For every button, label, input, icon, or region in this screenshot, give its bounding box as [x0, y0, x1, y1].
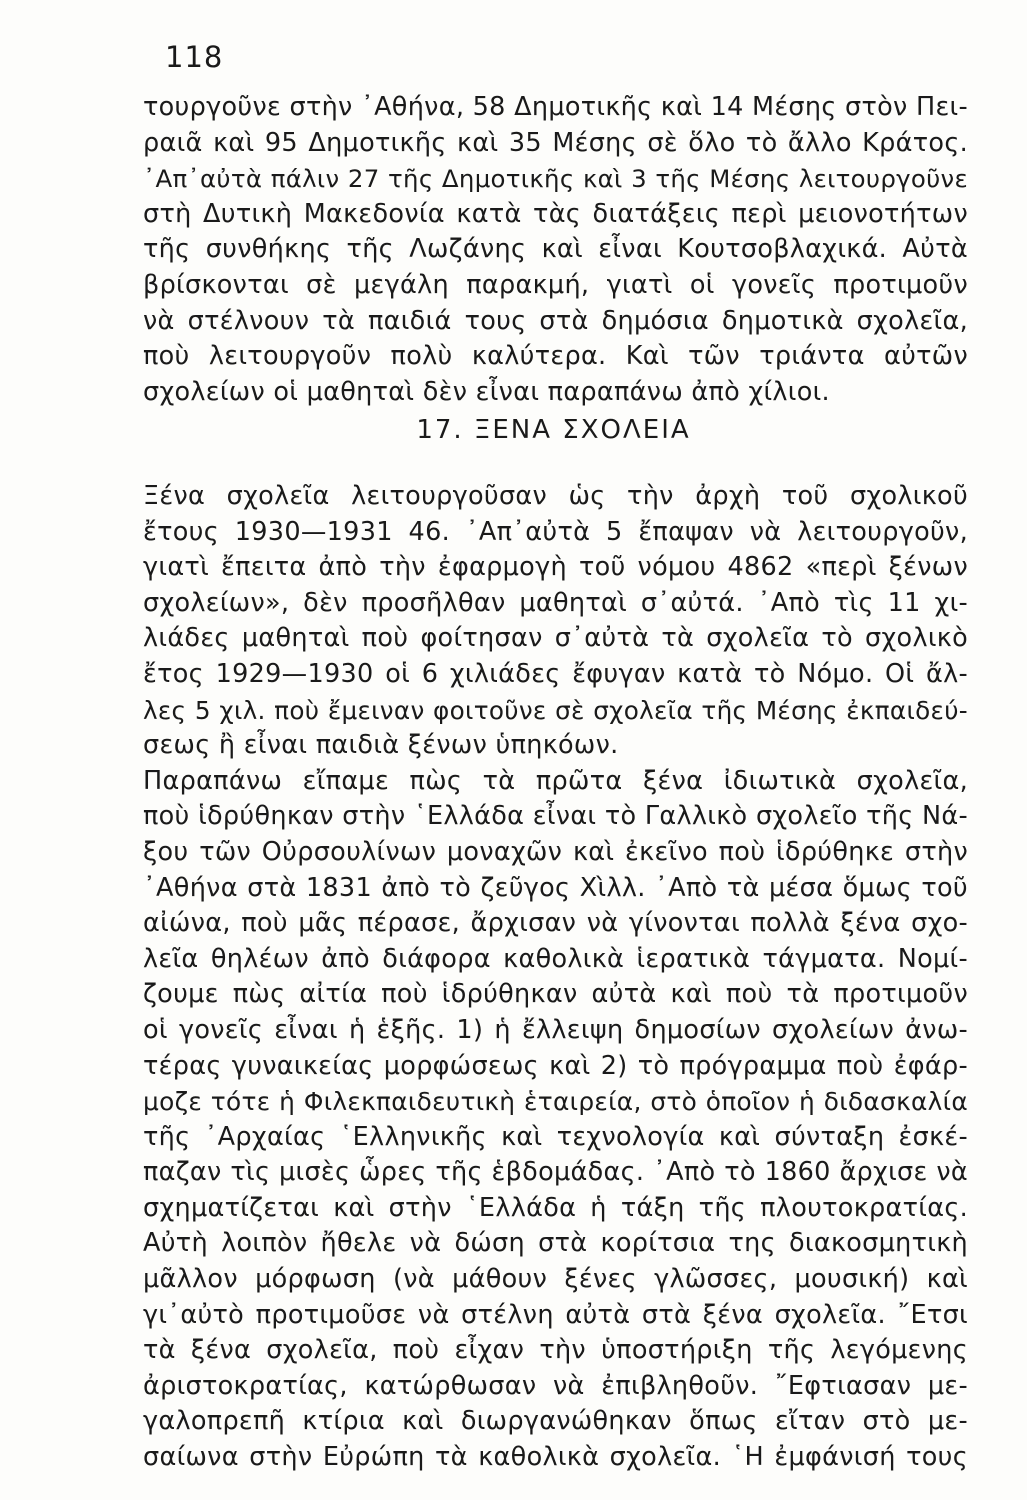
- text-line: ραιᾶ καὶ 95 Δημοτικῆς καὶ 35 Μέσης σὲ ὅλο τὸ ἄλλο Κράτος.: [143, 127, 968, 158]
- text-line: γιατὶ ἔπειτα ἀπὸ τὴν ἐφαρμογὴ τοῦ νόμου 4862 «περὶ ξένων: [143, 552, 968, 583]
- text-line: μοζε τότε ἡ Φιλεκπαιδευτικὴ ἑταιρεία, στὸ ὁποῖον ἡ διδασκαλία: [143, 1087, 968, 1117]
- text-line: ἀριστοκρατίας, κατώρθωσαν νὰ ἐπιβληθοῦν. ῎Εφτιασαν με-: [143, 1370, 968, 1401]
- text-line: οἱ γονεῖς εἶναι ἡ ἑξῆς. 1) ἡ ἔλλειψη δημοσίων σχολείων ἀνω-: [143, 1014, 968, 1045]
- text-line: γι᾿αὐτὸ προτιμοῦσε νὰ στέλνη αὐτὰ στὰ ξένα σχολεῖα. ῎Ετσι: [143, 1299, 968, 1330]
- text-line: λες 5 χιλ. ποὺ ἔμειναν φοιτοῦνε σὲ σχολεῖα τῆς Μέσης ἐκπαιδεύ-: [143, 695, 968, 725]
- text-line: τῆς συνθήκης τῆς Λωζάνης καὶ εἶναι Κουτσοβλαχικά. Αὐτὰ: [143, 234, 968, 265]
- text-line: ἔτους 1930—1931 46. ᾿Απ᾿αὐτὰ 5 ἔπαψαν νὰ λειτουργοῦν,: [143, 516, 968, 547]
- text-line: ᾿Αθήνα στὰ 1831 ἀπὸ τὸ ζεῦγος Χὶλλ. ᾿Απὸ τὰ μέσα ὅμως τοῦ: [143, 872, 968, 903]
- text-line: σεως ἢ εἶναι παιδιὰ ξένων ὑπηκόων.: [143, 730, 619, 761]
- paragraph-1: [143, 90, 968, 410]
- text-line: τὰ ξένα σχολεῖα, ποὺ εἶχαν τὴν ὑποστήριξη τῆς λεγόμενης: [143, 1335, 968, 1366]
- text-line: γαλοπρεπῆ κτίρια καὶ διωργανώθηκαν ὅπως εἴταν στὸ με-: [143, 1406, 968, 1437]
- text-line: ζουμε πὼς αἰτία ποὺ ἱδρύθηκαν αὐτὰ καὶ ποὺ τὰ προτιμοῦν: [143, 979, 968, 1010]
- text-line: σχολείων οἱ μαθηταὶ δὲν εἶναι παραπάνω ἀπὸ χίλιοι.: [143, 376, 830, 407]
- text-line: ᾿Απ᾿αὐτὰ πάλιν 27 τῆς Δημοτικῆς καὶ 3 τῆς Μέσης λειτουργοῦνε: [143, 164, 968, 194]
- page-number: 118: [165, 40, 224, 74]
- text-line: σαίωνα στὴν Εὐρώπη τὰ καθολικὰ σχολεῖα. ῾Η ἐμφάνισή τους: [143, 1442, 968, 1473]
- text-line: μᾶλλον μόρφωση (νὰ μάθουν ξένες γλῶσσες, μουσική) καὶ: [143, 1264, 968, 1295]
- text-line: στὴ Δυτικὴ Μακεδονία κατὰ τὰς διατάξεις περὶ μειονοτήτων: [143, 198, 968, 229]
- text-line: τῆς ᾿Αρχαίας ῾Ελληνικῆς καὶ τεχνολογία καὶ σύνταξη ἐσκέ-: [143, 1121, 968, 1152]
- text-line: σχηματίζεται καὶ στὴν ῾Ελλάδα ἡ τάξη τῆς πλουτοκρατίας.: [143, 1192, 968, 1223]
- text-line: τέρας γυναικείας μορφώσεως καὶ 2) τὸ πρόγραμμα ποὺ ἐφάρ-: [143, 1050, 968, 1081]
- text-line: ἔτος 1929—1930 οἱ 6 χιλιάδες ἔφυγαν κατὰ τὸ Νόμο. Οἱ ἄλ-: [143, 658, 968, 689]
- text-line: Παραπάνω εἴπαμε πὼς τὰ πρῶτα ξένα ἰδιωτικὰ σχολεῖα,: [143, 765, 968, 796]
- text-line: νὰ στέλνουν τὰ παιδιά τους στὰ δημόσια δημοτικὰ σχολεῖα,: [143, 305, 968, 336]
- text-line: σχολείων», δὲν προσῆλθαν μαθηταὶ σ᾿αὐτά. ᾿Απὸ τὶς 11 χι-: [143, 587, 968, 618]
- text-line: αἰώνα, ποὺ μᾶς πέρασε, ἄρχισαν νὰ γίνονται πολλὰ ξένα σχο-: [143, 908, 968, 939]
- text-line: τουργοῦνε στὴν ᾿Αθήνα, 58 Δημοτικῆς καὶ 14 Μέσης στὸν Πει-: [143, 92, 968, 122]
- text-line: βρίσκονται σὲ μεγάλη παρακμή, γιατὶ οἱ γονεῖς προτιμοῦν: [143, 269, 968, 300]
- section-heading: 17. ΞΕΝΑ ΣΧΟΛΕΙΑ: [416, 415, 691, 445]
- text-line: ποὺ λειτουργοῦν πολὺ καλύτερα. Καὶ τῶν τριάντα αὐτῶν: [143, 341, 968, 372]
- text-line: Αὐτὴ λοιπὸν ἤθελε νὰ δώση στὰ κορίτσια της διακοσμητικὴ: [143, 1228, 968, 1259]
- text-line: ξου τῶν Οὐρσουλίνων μοναχῶν καὶ ἐκεῖνο ποὺ ἱδρύθηκε στὴν: [143, 836, 968, 867]
- text-line: παζαν τὶς μισὲς ὧρες τῆς ἑβδομάδας. ᾿Απὸ τὸ 1860 ἄρχισε νὰ: [143, 1157, 968, 1188]
- text-line: ποὺ ἱδρύθηκαν στὴν ῾Ελλάδα εἶναι τὸ Γαλλικὸ σχολεῖο τῆς Νά-: [143, 801, 968, 832]
- paragraph-2: [143, 479, 968, 1476]
- text-line: Ξένα σχολεῖα λειτουργοῦσαν ὡς τὴν ἀρχὴ τοῦ σχολικοῦ: [143, 481, 968, 511]
- text-line: λιάδες μαθηταὶ ποὺ φοίτησαν σ᾿αὐτὰ τὰ σχολεῖα τὸ σχολικὸ: [143, 623, 968, 654]
- text-line: λεῖα θηλέων ἀπὸ διάφορα καθολικὰ ἱερατικὰ τάγματα. Νομί-: [143, 943, 968, 974]
